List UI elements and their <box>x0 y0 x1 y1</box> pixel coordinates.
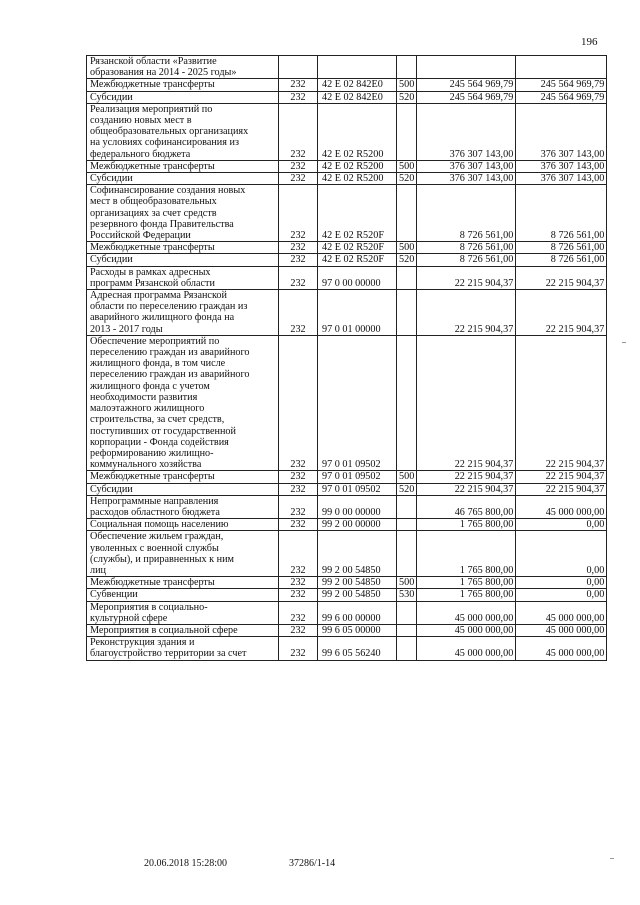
row-code-cell: 232 <box>279 589 318 601</box>
row-name-line: общеобразовательных организациях <box>90 126 249 138</box>
row-code-cell: 232 <box>279 519 318 531</box>
table-row <box>87 471 607 483</box>
row-sum1-cell: 376 307 143,00 <box>417 103 516 160</box>
row-code-cell: 232 <box>279 624 318 636</box>
row-name-line: Субсидии <box>90 483 133 495</box>
row-sum2-cell: 45 000 000,00 <box>516 624 607 636</box>
row-code-cell: 232 <box>279 266 318 289</box>
row-name-line: корпорации - Фонда содействия <box>90 436 229 448</box>
row-name-cell <box>87 254 279 266</box>
table-row <box>87 91 607 103</box>
row-code-cell: 232 <box>279 637 318 660</box>
row-name-line: Обеспечение жильем граждан, <box>90 531 224 543</box>
row-target-cell: 42 Е 02 R5200 <box>318 173 397 185</box>
scan-mark <box>622 342 626 343</box>
row-sum1-cell: 1 765 800,00 <box>417 589 516 601</box>
row-name-line: Субсидии <box>90 91 133 103</box>
row-name-line: резервного фонда Правительства <box>90 218 234 230</box>
table-row <box>87 242 607 254</box>
row-code-cell: 232 <box>279 531 318 577</box>
row-sum2-cell: 0,00 <box>516 519 607 531</box>
table-row <box>87 531 607 577</box>
row-name-line: Софинансирование создания новых <box>90 185 246 197</box>
row-sum1-cell: 8 726 561,00 <box>417 242 516 254</box>
row-sum2-cell: 22 215 904,37 <box>516 471 607 483</box>
row-sum1-cell: 22 215 904,37 <box>417 483 516 495</box>
row-name-line: реформированию жилищно- <box>90 447 214 459</box>
row-name-line: федерального бюджета <box>90 148 191 160</box>
row-name-line: уволенных с военной службы <box>90 542 219 554</box>
row-sum2-cell: 22 215 904,37 <box>516 290 607 336</box>
row-sum1-cell: 22 215 904,37 <box>417 335 516 470</box>
row-sum2-cell: 8 726 561,00 <box>516 242 607 254</box>
table-row <box>87 624 607 636</box>
row-code-cell: 232 <box>279 91 318 103</box>
row-name-cell <box>87 589 279 601</box>
row-name-line: поступивших от государственной <box>90 425 236 437</box>
row-name-cell <box>87 471 279 483</box>
row-code-cell: 232 <box>279 577 318 589</box>
row-sum1-cell: 1 765 800,00 <box>417 531 516 577</box>
row-target-cell: 42 Е 02 842Е0 <box>318 91 397 103</box>
row-code-cell: 232 <box>279 290 318 336</box>
row-name-line: Субсидии <box>90 173 133 185</box>
row-target-cell: 97 0 01 09502 <box>318 335 397 470</box>
footer-datetime: 20.06.2018 15:28:00 <box>144 858 228 869</box>
row-vr-cell: 500 <box>397 242 417 254</box>
row-name-cell <box>87 79 279 91</box>
table-row <box>87 577 607 589</box>
row-name-line: Субсидии <box>90 254 133 266</box>
row-code-cell: 232 <box>279 242 318 254</box>
row-code-cell: 232 <box>279 160 318 172</box>
table-row <box>87 601 607 624</box>
row-target-cell: 99 2 00 54850 <box>318 531 397 577</box>
row-name-line: Реализация мероприятий по <box>90 103 213 115</box>
row-code-cell: 232 <box>279 601 318 624</box>
row-code-cell: 232 <box>279 103 318 160</box>
table-row <box>87 185 607 242</box>
row-vr-cell <box>397 519 417 531</box>
row-target-cell: 42 Е 02 R5200 <box>318 160 397 172</box>
row-sum2-cell: 22 215 904,37 <box>516 483 607 495</box>
row-name-cell <box>87 637 279 660</box>
row-name-line: Субвенции <box>90 589 138 601</box>
row-vr-cell <box>397 56 417 79</box>
row-name-cell <box>87 290 279 336</box>
page-number: 196 <box>581 36 598 48</box>
row-vr-cell: 530 <box>397 589 417 601</box>
row-vr-cell <box>397 601 417 624</box>
table-row <box>87 290 607 336</box>
table-row <box>87 254 607 266</box>
row-sum2-cell: 376 307 143,00 <box>516 173 607 185</box>
row-target-cell: 99 2 00 54850 <box>318 577 397 589</box>
row-sum2-cell: 0,00 <box>516 589 607 601</box>
row-name-line: области по переселению граждан из <box>90 301 248 313</box>
row-sum1-cell: 1 765 800,00 <box>417 577 516 589</box>
row-target-cell: 42 Е 02 R520F <box>318 254 397 266</box>
table-row <box>87 56 607 79</box>
table-row <box>87 266 607 289</box>
row-code-cell: 232 <box>279 495 318 518</box>
row-vr-cell <box>397 103 417 160</box>
row-name-line: Межбюджетные трансферты <box>90 79 215 91</box>
row-name-cell <box>87 266 279 289</box>
table-row <box>87 79 607 91</box>
row-target-cell: 99 6 05 56240 <box>318 637 397 660</box>
row-name-line: переселению граждан из аварийного <box>90 369 250 381</box>
row-target-cell <box>318 56 397 79</box>
row-target-cell: 99 2 00 00000 <box>318 519 397 531</box>
row-target-cell: 99 2 00 54850 <box>318 589 397 601</box>
row-name-line: мест в общеобразовательных <box>90 196 217 208</box>
row-code-cell: 232 <box>279 173 318 185</box>
row-sum2-cell: 376 307 143,00 <box>516 103 607 160</box>
row-name-cell <box>87 601 279 624</box>
row-sum2-cell: 22 215 904,37 <box>516 266 607 289</box>
row-vr-cell <box>397 637 417 660</box>
row-sum2-cell: 45 000 000,00 <box>516 495 607 518</box>
row-sum2-cell: 245 564 969,79 <box>516 91 607 103</box>
table-row <box>87 519 607 531</box>
row-code-cell <box>279 56 318 79</box>
row-vr-cell <box>397 624 417 636</box>
row-vr-cell <box>397 495 417 518</box>
table-row <box>87 483 607 495</box>
row-target-cell: 99 6 05 00000 <box>318 624 397 636</box>
row-name-cell <box>87 624 279 636</box>
row-target-cell: 42 Е 02 R520F <box>318 185 397 242</box>
row-name-line: Российской Федерации <box>90 230 191 242</box>
row-sum2-cell: 45 000 000,00 <box>516 601 607 624</box>
table-row <box>87 160 607 172</box>
row-vr-cell: 520 <box>397 483 417 495</box>
row-name-cell <box>87 56 279 79</box>
row-sum1-cell: 245 564 969,79 <box>417 79 516 91</box>
row-name-line: малоэтажного жилищного <box>90 403 205 415</box>
row-vr-cell <box>397 185 417 242</box>
row-code-cell: 232 <box>279 79 318 91</box>
row-sum1-cell <box>417 56 516 79</box>
table-row <box>87 173 607 185</box>
row-sum1-cell: 45 000 000,00 <box>417 637 516 660</box>
table-row <box>87 335 607 470</box>
row-name-cell <box>87 103 279 160</box>
row-sum1-cell: 46 765 800,00 <box>417 495 516 518</box>
row-name-line: на условиях софинансирования из <box>90 137 239 149</box>
row-sum2-cell: 8 726 561,00 <box>516 185 607 242</box>
row-name-cell <box>87 495 279 518</box>
row-name-line: Межбюджетные трансферты <box>90 471 215 483</box>
row-name-line: 2013 - 2017 годы <box>90 323 163 335</box>
row-name-line: расходов областного бюджета <box>90 506 220 518</box>
row-code-cell: 232 <box>279 185 318 242</box>
row-name-cell <box>87 531 279 577</box>
row-name-cell <box>87 483 279 495</box>
row-name-line: организациях за счет средств <box>90 207 217 219</box>
row-name-line: программ Рязанской области <box>90 277 215 289</box>
row-name-line: жилищного фонда, в том числе <box>90 358 226 370</box>
row-vr-cell: 520 <box>397 91 417 103</box>
table-row <box>87 103 607 160</box>
row-code-cell: 232 <box>279 335 318 470</box>
row-name-line: Реконструкция здания и <box>90 637 195 649</box>
row-name-line: Межбюджетные трансферты <box>90 160 215 172</box>
row-name-line: (службы), и приравненных к ним <box>90 553 235 565</box>
row-sum1-cell: 1 765 800,00 <box>417 519 516 531</box>
row-name-line: переселению граждан из аварийного <box>90 347 250 359</box>
row-sum1-cell: 376 307 143,00 <box>417 173 516 185</box>
row-name-line: жилищного фонда с учетом <box>90 380 210 392</box>
row-sum2-cell: 245 564 969,79 <box>516 79 607 91</box>
row-sum2-cell: 22 215 904,37 <box>516 335 607 470</box>
row-sum1-cell: 45 000 000,00 <box>417 601 516 624</box>
row-code-cell: 232 <box>279 254 318 266</box>
row-sum1-cell: 8 726 561,00 <box>417 254 516 266</box>
row-sum1-cell: 22 215 904,37 <box>417 471 516 483</box>
row-sum2-cell: 376 307 143,00 <box>516 160 607 172</box>
row-target-cell: 97 0 01 09502 <box>318 483 397 495</box>
row-name-line: Мероприятия в социальной сфере <box>90 624 238 636</box>
row-code-cell: 232 <box>279 471 318 483</box>
row-vr-cell: 520 <box>397 173 417 185</box>
row-vr-cell: 500 <box>397 79 417 91</box>
row-vr-cell: 500 <box>397 471 417 483</box>
row-vr-cell <box>397 335 417 470</box>
row-sum2-cell: 8 726 561,00 <box>516 254 607 266</box>
row-name-line: аварийного жилищного фонда на <box>90 312 235 324</box>
row-name-cell <box>87 577 279 589</box>
row-name-line: необходимости развития <box>90 391 198 403</box>
table-row <box>87 637 607 660</box>
row-name-line: образования на 2014 - 2025 годы» <box>90 67 237 79</box>
row-name-cell <box>87 91 279 103</box>
row-vr-cell <box>397 266 417 289</box>
row-target-cell: 42 Е 02 R520F <box>318 242 397 254</box>
row-vr-cell: 500 <box>397 577 417 589</box>
row-name-line: Расходы в рамках адресных <box>90 266 211 278</box>
row-code-cell: 232 <box>279 483 318 495</box>
row-name-cell <box>87 173 279 185</box>
row-name-line: Социальная помощь населению <box>90 519 229 531</box>
row-sum2-cell: 45 000 000,00 <box>516 637 607 660</box>
row-name-line: коммунального хозяйства <box>90 459 202 471</box>
row-name-cell <box>87 242 279 254</box>
row-name-line: культурной сфере <box>90 612 168 624</box>
table-row <box>87 495 607 518</box>
row-name-cell <box>87 335 279 470</box>
row-sum2-cell: 0,00 <box>516 577 607 589</box>
table-row <box>87 589 607 601</box>
row-name-line: созданию новых мест в <box>90 115 192 127</box>
footer-doc-number: 37286/1-14 <box>289 858 336 869</box>
row-sum2-cell <box>516 56 607 79</box>
row-name-line: лиц <box>90 564 106 576</box>
row-sum1-cell: 22 215 904,37 <box>417 266 516 289</box>
row-name-cell <box>87 185 279 242</box>
row-target-cell: 99 0 00 00000 <box>318 495 397 518</box>
row-name-line: благоустройство территории за счет <box>90 648 247 660</box>
row-name-cell <box>87 519 279 531</box>
row-vr-cell: 520 <box>397 254 417 266</box>
row-name-line: Обеспечение мероприятий по <box>90 335 220 347</box>
row-target-cell: 97 0 01 09502 <box>318 471 397 483</box>
row-name-line: Адресная программа Рязанской <box>90 290 227 302</box>
row-target-cell: 42 Е 02 842Е0 <box>318 79 397 91</box>
row-sum1-cell: 45 000 000,00 <box>417 624 516 636</box>
scan-mark <box>610 858 614 859</box>
row-sum1-cell: 245 564 969,79 <box>417 91 516 103</box>
row-name-line: Межбюджетные трансферты <box>90 577 215 589</box>
row-target-cell: 42 Е 02 R5200 <box>318 103 397 160</box>
row-sum1-cell: 22 215 904,37 <box>417 290 516 336</box>
row-name-line: Межбюджетные трансферты <box>90 242 215 254</box>
row-name-line: Мероприятия в социально- <box>90 601 208 613</box>
row-vr-cell <box>397 531 417 577</box>
budget-table <box>86 55 607 661</box>
row-target-cell: 97 0 01 00000 <box>318 290 397 336</box>
row-sum1-cell: 376 307 143,00 <box>417 160 516 172</box>
row-vr-cell <box>397 290 417 336</box>
budget-table-body <box>87 56 607 661</box>
row-name-line: Рязанской области «Развитие <box>90 56 217 67</box>
row-sum2-cell: 0,00 <box>516 531 607 577</box>
row-vr-cell: 500 <box>397 160 417 172</box>
row-name-line: строительства, за счет средств, <box>90 414 225 426</box>
row-name-cell <box>87 160 279 172</box>
row-name-line: Непрограммные направления <box>90 495 219 507</box>
row-target-cell: 97 0 00 00000 <box>318 266 397 289</box>
row-target-cell: 99 6 00 00000 <box>318 601 397 624</box>
row-sum1-cell: 8 726 561,00 <box>417 185 516 242</box>
